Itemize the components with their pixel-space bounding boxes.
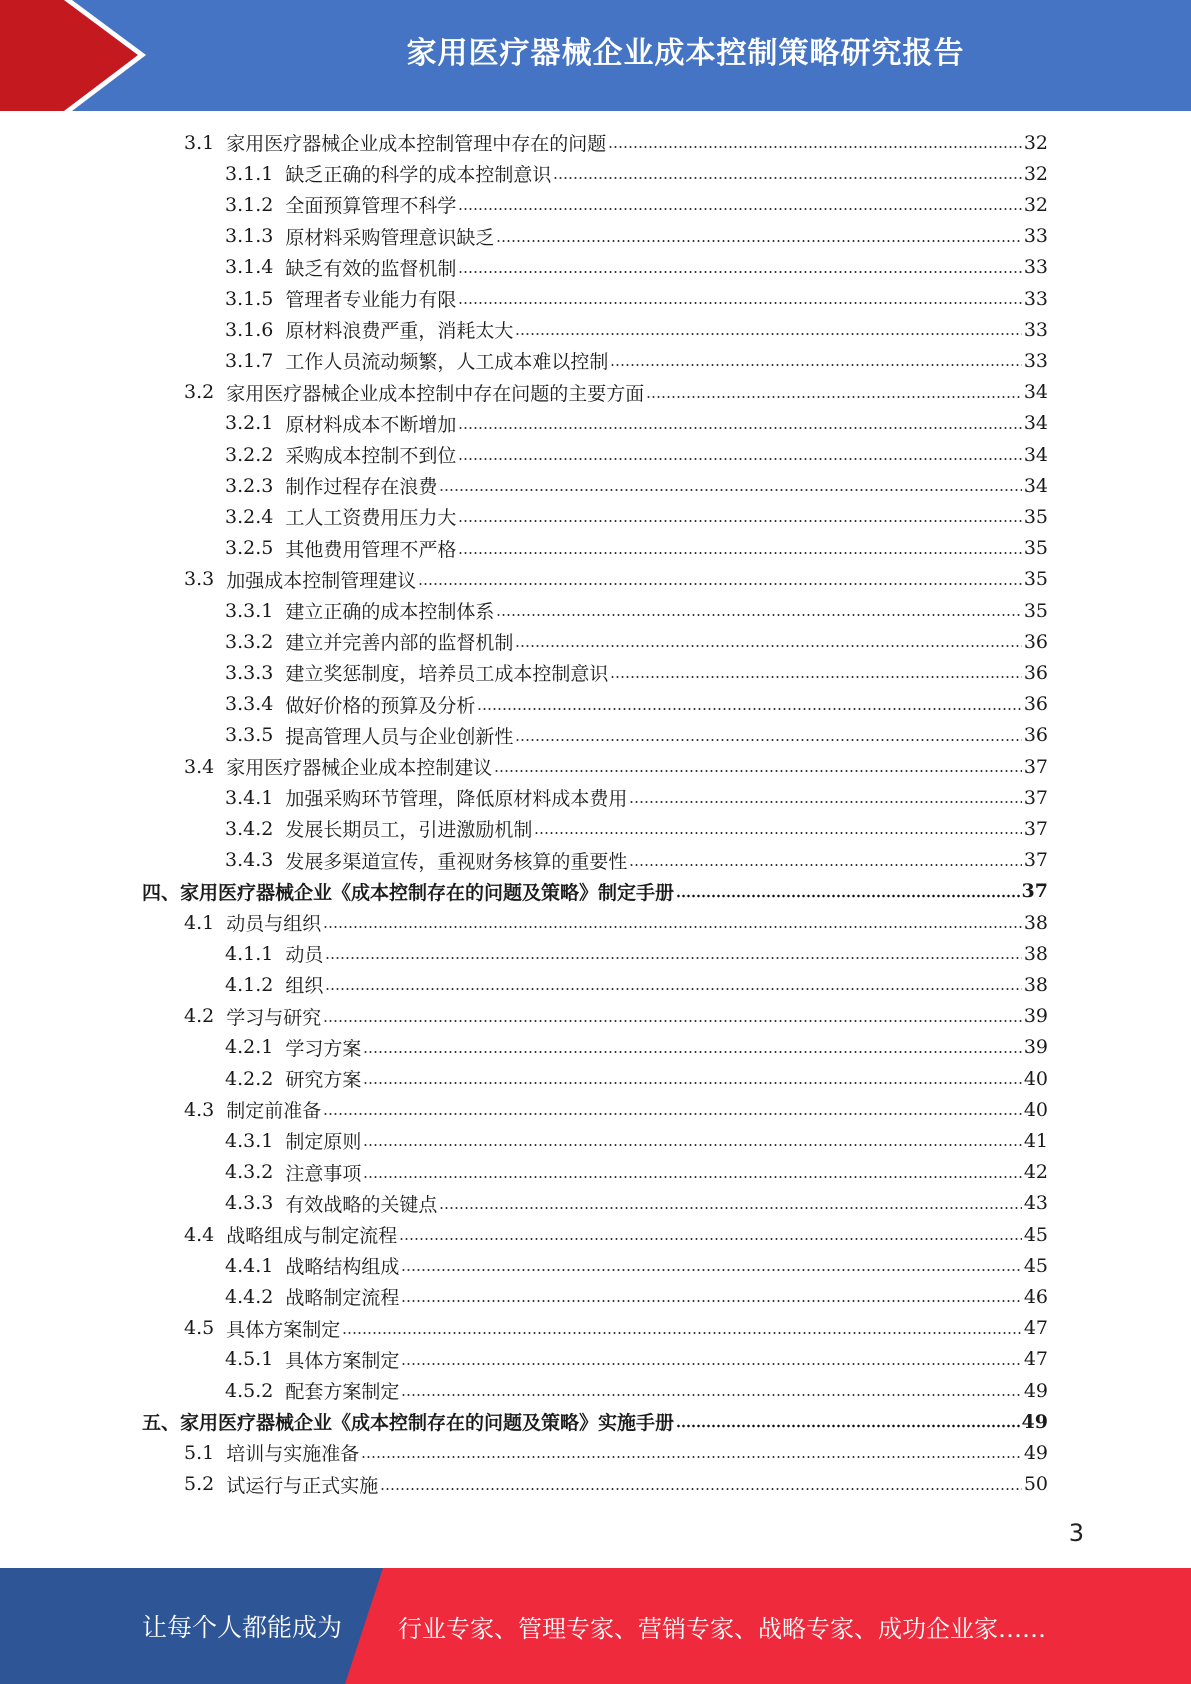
toc-entry-page: 33 [1023, 287, 1048, 310]
toc-dot-leader [608, 145, 1022, 149]
toc-dot-leader [515, 738, 1021, 742]
toc-entry-page: 49 [1023, 1441, 1048, 1464]
toc-dot-leader [458, 301, 1021, 305]
toc-dot-leader [646, 395, 1022, 399]
toc-entry[interactable] [225, 1032, 1048, 1063]
toc-entry-title: 其他费用管理不严格 [285, 538, 457, 561]
toc-entry-title: 家用医疗器械企业成本控制建议 [226, 757, 493, 779]
toc-entry-page: 40 [1023, 1098, 1048, 1121]
toc-entry-number: 3.4.3 [225, 849, 274, 872]
toc-entry-number: 3.1.3 [225, 225, 274, 248]
toc-entry-title: 具体方案制定 [226, 1318, 341, 1341]
toc-entry[interactable] [225, 938, 1048, 969]
toc-entry[interactable] [184, 907, 1048, 938]
toc-entry-page: 36 [1023, 724, 1048, 747]
toc-entry-number: 4.3.1 [225, 1129, 274, 1152]
toc-entry-number: 3.2.2 [225, 443, 274, 466]
toc-dot-leader [363, 1175, 1021, 1179]
toc-dot-leader [496, 613, 1021, 617]
toc-entry[interactable] [225, 969, 1048, 1000]
toc-entry-page: 46 [1023, 1285, 1048, 1308]
toc-entry-title: 制定原则 [285, 1131, 362, 1154]
toc-entry-page: 34 [1023, 412, 1048, 435]
toc-entry-title: 具体方案制定 [285, 1349, 400, 1372]
toc-entry-title: 五、家用医疗器械企业《成本控制存在的问题及策略》实施手册 [142, 1412, 675, 1435]
toc-entry-title: 战略结构组成 [285, 1256, 400, 1279]
toc-entry-number: 4.5.2 [225, 1379, 274, 1402]
toc-entry[interactable] [225, 1344, 1048, 1375]
toc-entry[interactable] [225, 720, 1048, 751]
toc-entry-number: 4.3.2 [225, 1161, 274, 1184]
toc-entry[interactable] [225, 158, 1048, 189]
toc-dot-leader [401, 1299, 1021, 1303]
toc-entry-page: 45 [1023, 1223, 1048, 1246]
page-footer [0, 1568, 1191, 1684]
toc-dot-leader [325, 987, 1021, 991]
toc-dot-leader [323, 1019, 1022, 1023]
toc-dot-leader [439, 488, 1021, 492]
toc-entry-number: 3.4.1 [225, 786, 274, 809]
toc-entry-page: 45 [1023, 1254, 1048, 1277]
toc-dot-leader [342, 1331, 1022, 1335]
toc-entry-number: 3.1 [184, 131, 215, 154]
toc-dot-leader [363, 1143, 1021, 1147]
toc-entry-title: 有效战略的关键点 [285, 1193, 438, 1216]
toc-dot-leader [458, 519, 1021, 523]
toc-entry-title: 组织 [285, 975, 324, 998]
toc-entry-number: 4.3 [184, 1098, 215, 1121]
toc-entry-title: 提高管理人员与企业创新性 [285, 725, 514, 748]
toc-entry-title: 注意事项 [285, 1162, 362, 1185]
toc-entry-page: 36 [1023, 630, 1048, 653]
toc-entry-number: 5.1 [184, 1441, 215, 1464]
toc-entry-title: 研究方案 [285, 1069, 362, 1091]
toc-entry-page: 36 [1023, 661, 1048, 684]
toc-entry-page: 36 [1023, 693, 1048, 716]
toc-entry-page: 39 [1023, 1005, 1048, 1028]
toc-entry-page: 40 [1023, 1067, 1048, 1090]
toc-dot-leader [458, 426, 1021, 430]
toc-entry[interactable] [184, 1313, 1048, 1344]
toc-entry-title: 工人工资费用压力大 [285, 507, 457, 530]
toc-entry-page: 37 [1023, 755, 1048, 778]
toc-entry-title: 缺乏正确的科学的成本控制意识 [285, 164, 552, 187]
toc-entry-page: 38 [1023, 973, 1048, 996]
header-title: 家用医疗器械企业成本控制策略研究报告 [406, 36, 965, 71]
toc-entry-page: 37 [1023, 849, 1048, 872]
toc-entry-page: 39 [1023, 1036, 1048, 1059]
toc-entry-page: 32 [1023, 131, 1048, 154]
toc-entry-title: 家用医疗器械企业成本控制管理中存在的问题 [226, 133, 607, 155]
toc-entry-number: 4.2 [184, 1005, 215, 1028]
toc-dot-leader [361, 1455, 1022, 1459]
toc-entry-title: 做好价格的预算及分析 [285, 694, 476, 717]
toc-entry[interactable] [225, 782, 1048, 813]
toc-entry[interactable] [184, 1219, 1048, 1250]
toc-entry-number: 3.2 [184, 381, 215, 404]
toc-dot-leader [401, 1362, 1021, 1366]
toc-entry[interactable] [225, 689, 1048, 720]
toc-dot-leader [629, 863, 1021, 867]
toc-entry-title: 动员与组织 [226, 913, 322, 935]
page-header [0, 0, 1191, 111]
toc-entry[interactable] [225, 221, 1048, 252]
toc-entry-page: 33 [1023, 318, 1048, 341]
toc-entry-title: 制作过程存在浪费 [285, 476, 438, 499]
toc-entry[interactable] [225, 813, 1048, 844]
toc-entry[interactable] [225, 1063, 1048, 1094]
toc-entry[interactable] [225, 283, 1048, 314]
toc-entry-title: 加强采购环节管理，降低原材料成本费用 [285, 788, 628, 811]
toc-entry[interactable] [225, 1281, 1048, 1312]
toc-entry-title: 动员 [285, 944, 324, 967]
toc-entry-title: 管理者专业能力有限 [285, 289, 457, 311]
toc-entry-number: 3.2.4 [225, 505, 274, 528]
toc-entry-page: 35 [1023, 599, 1048, 622]
toc-entry[interactable] [225, 657, 1048, 688]
toc-entry-number: 3.4 [184, 755, 215, 778]
toc-entry[interactable] [225, 470, 1048, 501]
toc-entry-title: 建立并完善内部的监督机制 [285, 632, 514, 655]
toc-entry-title: 原材料采购管理意识缺乏 [285, 226, 495, 249]
toc-entry[interactable] [184, 127, 1048, 158]
toc-dot-leader [458, 270, 1021, 274]
toc-entry-page: 37 [1023, 817, 1048, 840]
toc-entry-page: 37 [1021, 880, 1048, 903]
toc-dot-leader [363, 1050, 1021, 1054]
toc-entry-title: 缺乏有效的监督机制 [285, 257, 457, 280]
toc-entry[interactable] [225, 314, 1048, 345]
toc-entry-number: 3.3.1 [225, 599, 274, 622]
toc-entry[interactable] [225, 1250, 1048, 1281]
toc-entry-title: 配套方案制定 [285, 1381, 400, 1403]
toc-entry[interactable] [184, 1437, 1048, 1468]
toc-entry[interactable] [225, 189, 1048, 220]
toc-dot-leader [439, 1206, 1021, 1210]
toc-entry-number: 3.3 [184, 568, 215, 591]
toc-dot-leader [553, 176, 1021, 180]
toc-entry-page: 34 [1023, 474, 1048, 497]
toc-entry-title: 四、家用医疗器械企业《成本控制存在的问题及策略》制定手册 [142, 881, 675, 904]
header-red-arrow [0, 0, 138, 111]
toc-entry-page: 47 [1023, 1317, 1048, 1340]
toc-entry-number: 3.2.3 [225, 474, 274, 497]
toc-entry[interactable] [225, 1375, 1048, 1406]
toc-dot-leader [494, 769, 1022, 773]
toc-entry-page: 34 [1023, 443, 1048, 466]
toc-dot-leader [629, 800, 1021, 804]
toc-entry-number: 4.3.3 [225, 1192, 274, 1215]
toc-dot-leader [676, 894, 1020, 898]
toc-entry-title: 发展多渠道宣传，重视财务核算的重要性 [285, 850, 628, 873]
toc-entry-number: 3.2.5 [225, 537, 274, 560]
toc-dot-leader [363, 1081, 1021, 1085]
toc-entry-title: 原材料浪费严重，消耗太大 [285, 320, 514, 343]
toc-entry[interactable] [225, 439, 1048, 470]
toc-entry[interactable] [184, 564, 1048, 595]
toc-entry-number: 5.2 [184, 1473, 215, 1496]
toc-entry[interactable] [184, 1094, 1048, 1125]
toc-entry-title: 加强成本控制管理建议 [226, 569, 417, 592]
toc-entry-page: 35 [1023, 505, 1048, 528]
toc-entry-title: 战略制定流程 [285, 1287, 400, 1310]
toc-entry-title: 采购成本控制不到位 [285, 445, 457, 467]
toc-entry[interactable] [225, 1188, 1048, 1219]
toc-entry-page: 43 [1023, 1192, 1048, 1215]
toc-entry-page: 32 [1023, 162, 1048, 185]
toc-dot-leader [534, 831, 1021, 835]
toc-entry[interactable] [184, 377, 1048, 408]
toc-dot-leader [515, 332, 1021, 336]
toc-dot-leader [458, 207, 1021, 211]
toc-entry-number: 3.1.5 [225, 287, 274, 310]
toc-entry-title: 建立正确的成本控制体系 [285, 601, 495, 623]
toc-entry-number: 4.4.1 [225, 1254, 274, 1277]
toc-entry-page: 47 [1023, 1348, 1048, 1371]
toc-dot-leader [610, 675, 1021, 679]
toc-entry[interactable] [142, 1406, 1048, 1437]
toc-entry[interactable] [225, 345, 1048, 376]
toc-entry-page: 32 [1023, 193, 1048, 216]
toc-dot-leader [477, 707, 1021, 711]
toc-entry-number: 3.4.2 [225, 817, 274, 840]
toc-entry-number: 3.1.4 [225, 256, 274, 279]
toc-entry-title: 学习与研究 [226, 1006, 322, 1029]
toc-entry-title: 原材料成本不断增加 [285, 413, 457, 436]
toc-entry-title: 工作人员流动频繁，人工成本难以控制 [285, 351, 609, 374]
toc-entry-page: 38 [1023, 911, 1048, 934]
toc-dot-leader [676, 1424, 1020, 1428]
toc-entry-number: 4.4 [184, 1223, 215, 1246]
toc-dot-leader [380, 1487, 1022, 1491]
toc-entry-title: 试运行与正式实施 [226, 1474, 379, 1497]
toc-entry-title: 家用医疗器械企业成本控制中存在问题的主要方面 [226, 382, 645, 405]
toc-entry-page: 35 [1023, 568, 1048, 591]
toc-dot-leader [458, 457, 1021, 461]
toc-entry-number: 3.1.1 [225, 162, 274, 185]
toc-entry-page: 41 [1023, 1129, 1048, 1152]
toc-entry-page: 33 [1023, 225, 1048, 248]
toc-entry-page: 34 [1023, 381, 1048, 404]
toc-entry-number: 3.3.5 [225, 724, 274, 747]
toc-entry[interactable] [225, 1125, 1048, 1156]
toc-dot-leader [515, 644, 1021, 648]
toc-entry[interactable] [142, 876, 1048, 907]
toc-entry-title: 制定前准备 [226, 1100, 322, 1123]
toc-entry-page: 37 [1023, 786, 1048, 809]
toc-entry-number: 4.5.1 [225, 1348, 274, 1371]
toc-dot-leader [401, 1393, 1021, 1397]
toc-entry[interactable] [184, 751, 1048, 782]
toc-dot-leader [399, 1237, 1022, 1241]
toc-entry-page: 42 [1023, 1161, 1048, 1184]
toc-entry-title: 学习方案 [285, 1037, 362, 1060]
toc-dot-leader [323, 925, 1022, 929]
toc-entry-page: 49 [1021, 1410, 1048, 1433]
toc-entry[interactable] [225, 626, 1048, 657]
toc-dot-leader [418, 582, 1022, 586]
toc-entry-page: 38 [1023, 942, 1048, 965]
toc-entry-page: 49 [1023, 1379, 1048, 1402]
toc-entry-number: 3.1.6 [225, 318, 274, 341]
toc-entry[interactable] [225, 501, 1048, 532]
toc-dot-leader [401, 1268, 1021, 1272]
toc-dot-leader [323, 1112, 1022, 1116]
toc-entry-number: 4.1 [184, 911, 215, 934]
toc-entry[interactable] [184, 1001, 1048, 1032]
toc-entry-number: 3.3.2 [225, 630, 274, 653]
toc-entry-page: 50 [1023, 1473, 1048, 1496]
toc-entry-title: 培训与实施准备 [226, 1443, 360, 1466]
toc-entry-page: 33 [1023, 349, 1048, 372]
toc-entry-page: 35 [1023, 537, 1048, 560]
footer-slogan-left: 让每个人都能成为 [142, 1613, 343, 1642]
toc-entry[interactable] [225, 595, 1048, 626]
toc-entry-number: 4.2.1 [225, 1036, 274, 1059]
toc-entry-number: 4.5 [184, 1317, 215, 1340]
toc-entry-number: 3.3.3 [225, 661, 274, 684]
toc-entry[interactable] [225, 252, 1048, 283]
toc-entry-title: 发展长期员工，引进激励机制 [285, 819, 533, 842]
toc-entry-number: 3.2.1 [225, 412, 274, 435]
toc-entry-number: 4.1.2 [225, 973, 274, 996]
toc-entry-number: 4.1.1 [225, 942, 274, 965]
toc-dot-leader [610, 363, 1021, 367]
toc-entry-title: 全面预算管理不科学 [285, 195, 457, 218]
toc-dot-leader [496, 239, 1021, 243]
toc-entry[interactable] [184, 1469, 1048, 1500]
toc-entry-title: 战略组成与制定流程 [226, 1225, 398, 1247]
toc-entry-number: 3.3.4 [225, 693, 274, 716]
toc-dot-leader [458, 551, 1021, 555]
toc-entry-number: 4.4.2 [225, 1285, 274, 1308]
toc-entry[interactable] [225, 533, 1048, 564]
toc-entry[interactable] [225, 408, 1048, 439]
toc-entry-number: 4.2.2 [225, 1067, 274, 1090]
footer-slogan-right: 行业专家、管理专家、营销专家、战略专家、成功企业家…… [398, 1614, 1046, 1643]
toc-entry-number: 3.1.7 [225, 349, 274, 372]
toc-entry-page: 33 [1023, 256, 1048, 279]
toc-entry-title: 建立奖惩制度，培养员工成本控制意识 [285, 663, 609, 686]
page-number: 3 [1068, 1519, 1084, 1547]
toc-dot-leader [325, 956, 1021, 960]
toc-entry-number: 3.1.2 [225, 193, 274, 216]
toc-entry[interactable] [225, 845, 1048, 876]
toc-entry[interactable] [225, 1157, 1048, 1188]
